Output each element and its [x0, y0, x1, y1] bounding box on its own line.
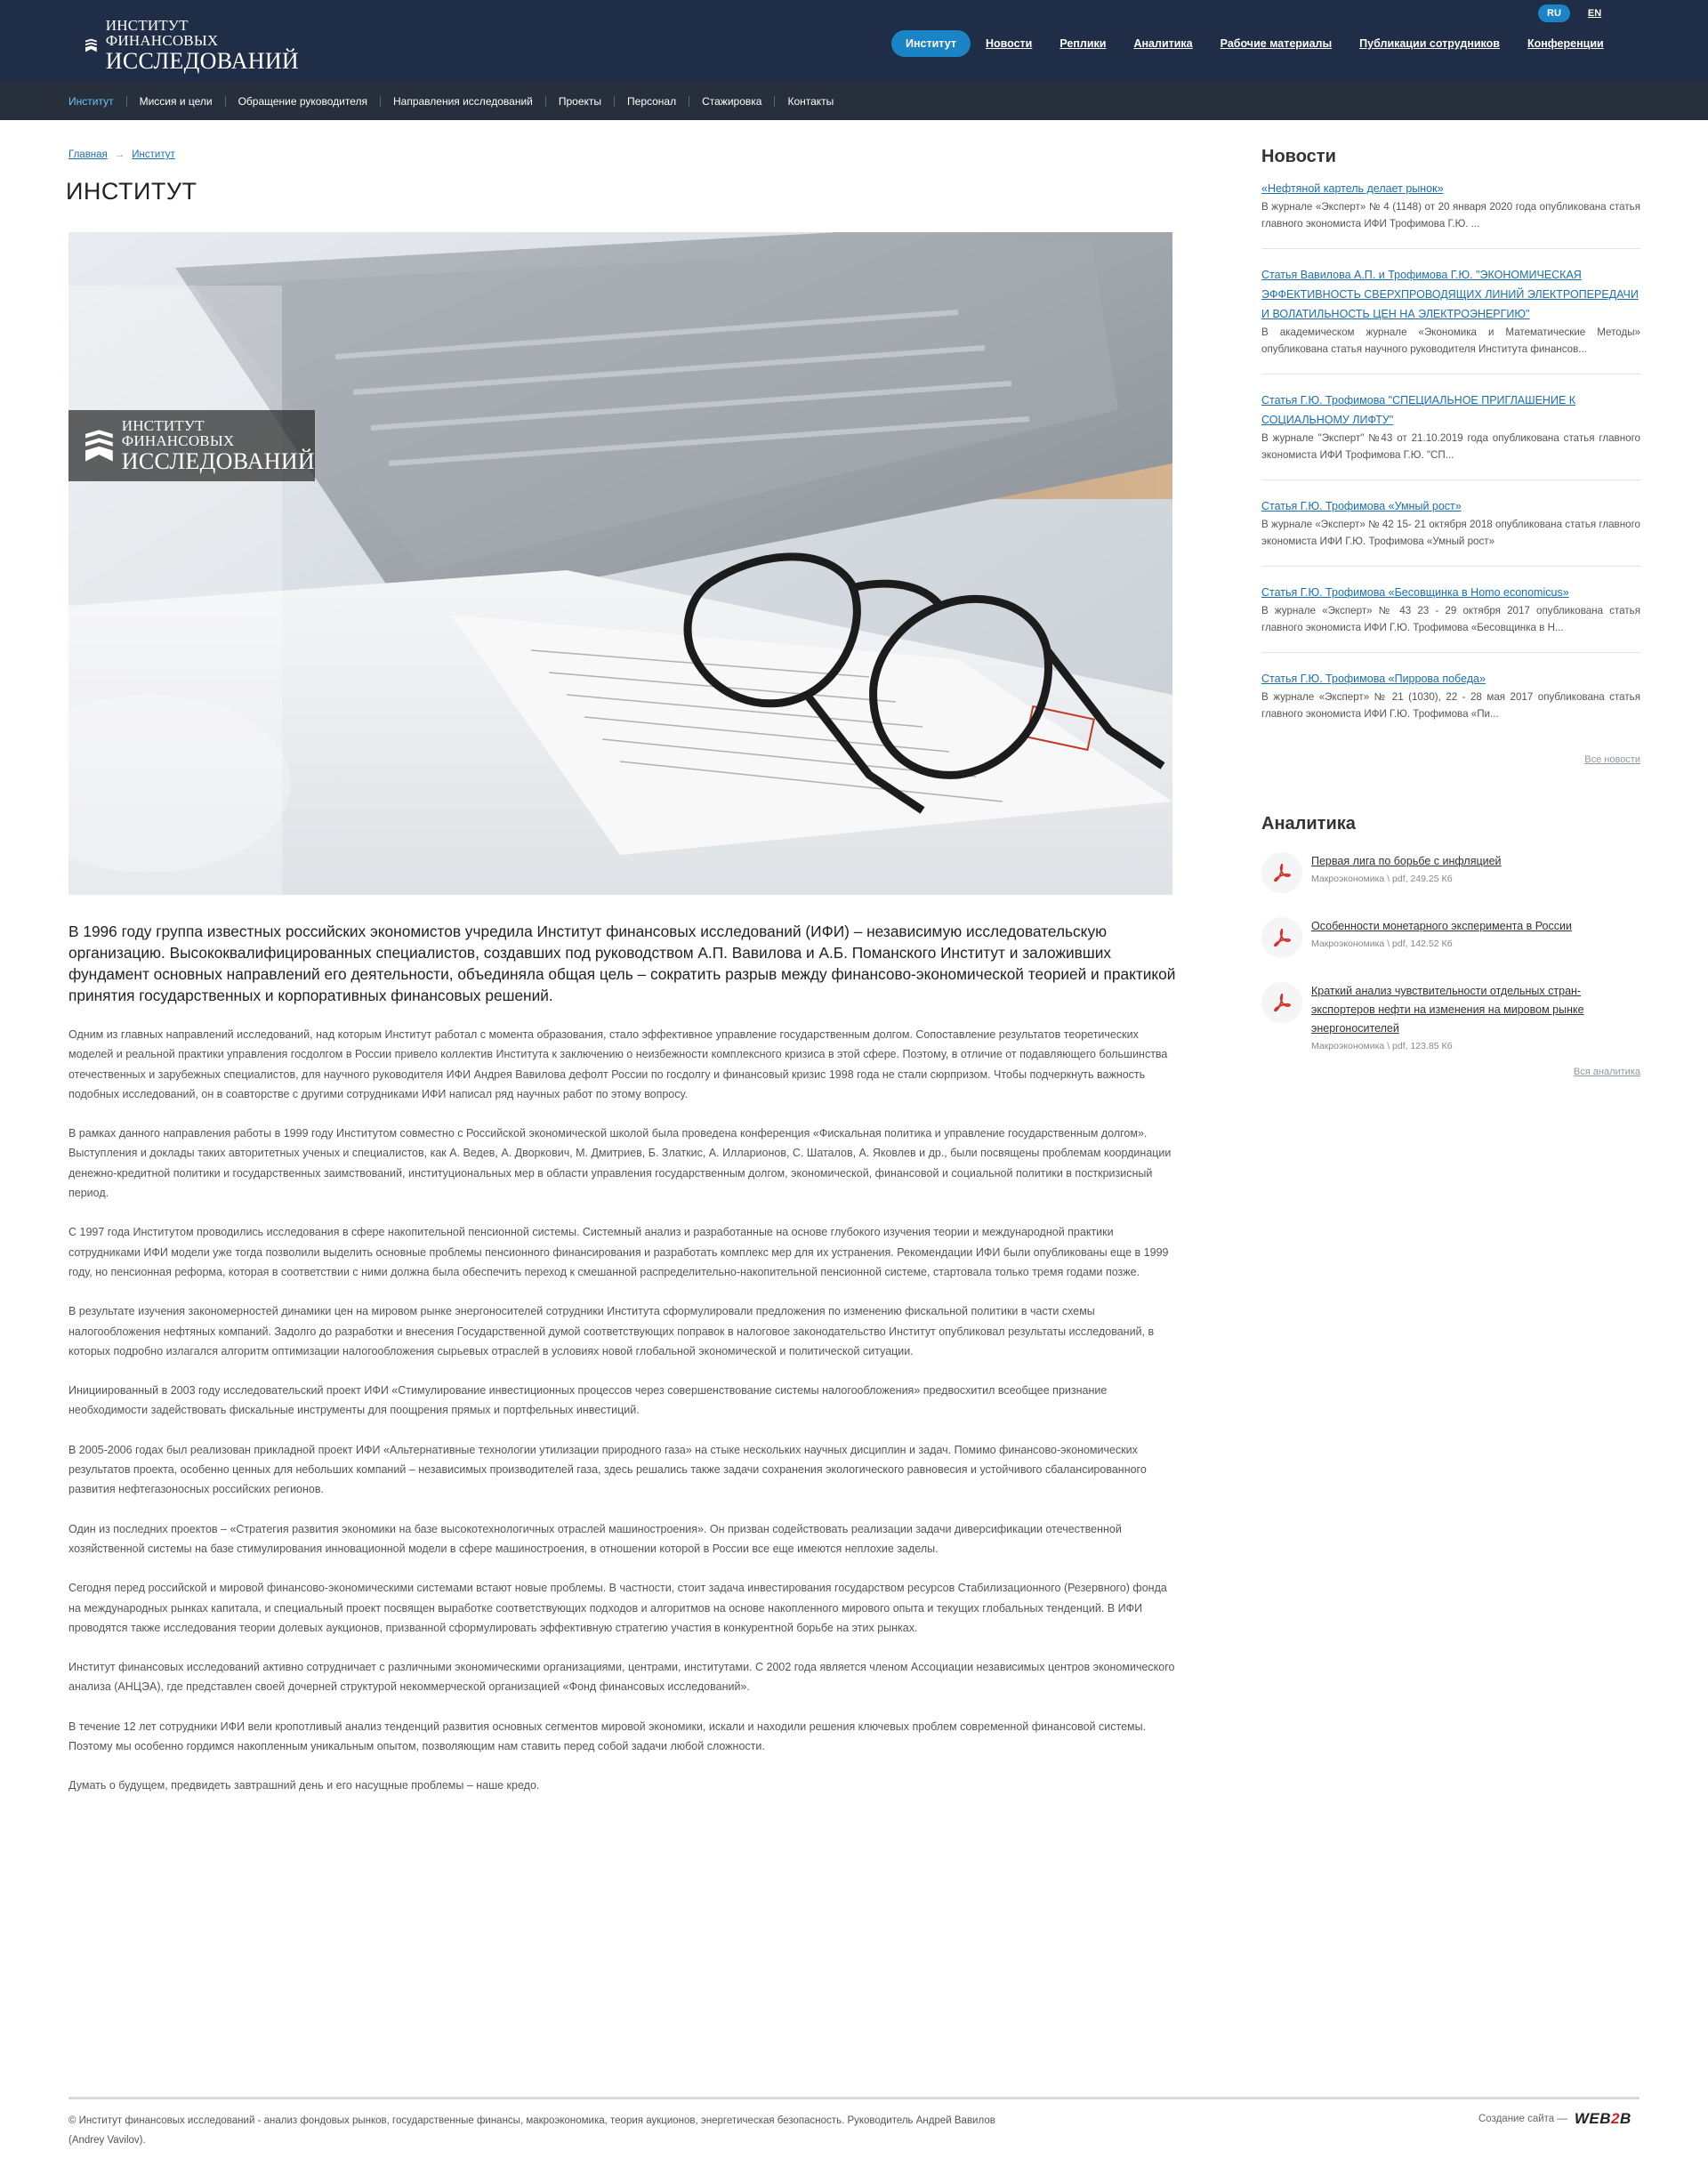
news-item [1261, 179, 1640, 249]
lang-ru-button[interactable]: RU [1538, 4, 1570, 22]
analytics-item-meta: Макроэкономика \ pdf, 142.52 Кб [1311, 938, 1453, 949]
footer-copyright: © Институт финансовых исследований - анализ фондовых рынков, государственные финансы, макроэкономика, теория аукционов, энергетическая безопасность. Руководитель Андрей Вавилов (Andrey Vavilov). [68, 2115, 995, 2146]
subnav-contacts[interactable]: Контакты [787, 94, 834, 108]
subnav-address[interactable]: Обращение руководителя [238, 94, 367, 108]
pdf-icon [1261, 982, 1302, 1023]
footer-made-by: Создание сайта — [1478, 2114, 1567, 2124]
logo-mark-icon [85, 425, 113, 466]
analytics-item-body [1311, 982, 1640, 1051]
news-item [1261, 496, 1640, 567]
page-title: ИНСТИТУТ [66, 178, 197, 205]
hero-logo-overlay [68, 410, 315, 481]
hero-image [68, 232, 1172, 895]
nav-analytics[interactable]: Аналитика [1133, 37, 1193, 50]
footer-divider [68, 2097, 1640, 2099]
nav-news[interactable]: Новости [985, 37, 1033, 50]
hero-photo-glasses-laptop [68, 232, 1172, 895]
article-paragraph: Одним из главных направлений исследований, над которым Институт работал с момента образования, стало эффективное управление государственным долгом. Сопоставление результатов теоретических моделей и реальной практики управления госдолгом в России привело коллектив Института к заключению о неизбежности комплексного кризиса в этой сфере. Поэтому, в отличие от подавляющего большинства отечественных и зарубежных специалистов, для научного руководителя ИФИ Андрея Вавилова дефолт России по госдолгу и финансовый кризис 1998 года не стали сюрпризом. Чтобы подчеркнуть важность подобных исследований, он в соавторстве с другими сотрудниками ИФИ написал ряд научных работ по этому вопросу. [68, 1028, 1168, 1100]
analytics-item-body [1311, 917, 1572, 958]
sub-nav [68, 82, 834, 120]
news-item [1261, 583, 1640, 653]
subnav-projects[interactable]: Проекты [558, 94, 602, 108]
nav-institute[interactable]: Институт [891, 30, 971, 57]
subnav-separator [774, 96, 775, 107]
article-paragraph: Сегодня перед российской и мировой финансово-экономическими системами встают новые проблемы. В частности, стоит задача инвестирования государством ресурсов Стабилизационного (Резервного) фонда на международных рынках капитала, и специальный проект посвящен выработке соответствующих подходов и алгоритмов на основе накопленного мирового опыта и текущих глобальных тенденций. В ИФИ проводятся также исследования теории долевых аукционов, призванной сформулировать эффективную стратегию участия в конкурентной борьбе на этих рынках. [68, 1582, 1167, 1634]
analytics-item-meta: Макроэкономика \ pdf, 123.85 Кб [1311, 1041, 1453, 1051]
language-switcher [1538, 4, 1610, 22]
web2b-part-c: B [1620, 2110, 1631, 2127]
article-paragraph: В 2005-2006 годах был реализован прикладной проект ИФИ «Альтернативные технологии утилизации природного газа» на стыке нескольких научных дисциплин и задач. Помимо финансово-экономических результатов проекта, особенно ценных для небольших компаний – независимых производителей газа, здесь решались также задачи сохранения экологического равновесия и устойчивого сбалансированного развития нефтегазоносных российских регионов. [68, 1443, 1147, 1496]
news-item-link[interactable]: Статья Вавилова А.П. и Трофимова Г.Ю. "ЭКОНОМИЧЕСКАЯ ЭФФЕКТИВНОСТЬ СВЕРХПРОВОДЯЩИХ ЛИНИЙ ЭЛЕКТРОПЕРЕДАЧИ И ВОЛАТИЛЬНОСТЬ ЦЕН НА ЭЛЕКТРОЭНЕРГИЮ" [1261, 269, 1639, 320]
logo-line2: ИССЛЕДОВАНИЙ [105, 48, 299, 74]
breadcrumb-home[interactable]: Главная [68, 149, 108, 160]
news-item-link[interactable]: Статья Г.Ю. Трофимова "СПЕЦИАЛЬНОЕ ПРИГЛАШЕНИЕ К СОЦИАЛЬНОМУ ЛИФТУ" [1261, 394, 1576, 426]
news-sidebar [1261, 147, 1640, 765]
news-item-link[interactable]: Статья Г.Ю. Трофимова «Бесовщинка в Homo economicus» [1261, 586, 1569, 599]
subnav-separator [126, 96, 127, 107]
analytics-item [1261, 852, 1640, 893]
article-paragraph: В течение 12 лет сотрудники ИФИ вели кропотливый анализ тенденций развития основных сегментов мировой экономики, искали и находили решения ключевых проблем современной финансовой системы. Поэтому мы особенно гордимся накопленным уникальным опытом, позволяющим нам ставить перед собой задачи любой сложности. [68, 1720, 1147, 1753]
analytics-heading: Аналитика [1261, 814, 1356, 834]
site-header [0, 0, 1708, 82]
news-item-text: В журнале «Эксперт» № 43 23 - 29 октября 2017 опубликована статья главного экономиста ИФИ Г.Ю. Трофимова «Бесовщинка в Н... [1261, 605, 1640, 633]
subnav-research-areas[interactable]: Направления исследований [392, 94, 533, 108]
nav-staff-publications[interactable]: Публикации сотрудников [1359, 37, 1500, 50]
news-item-text: В журнале «Эксперт» № 21 (1030), 22 - 28 мая 2017 опубликована статья главного экономиста ИФИ Г.Ю. Трофимова «Пи... [1261, 691, 1640, 720]
article-paragraph: Думать о будущем, предвидеть завтрашний день и его насущные проблемы – наше кредо. [68, 1779, 540, 1792]
news-item-text: В журнале «Эксперт» № 42 15- 21 октября 2018 опубликована статья главного экономиста ИФИ Г.Ю. Трофимова «Умный рост» [1261, 519, 1640, 547]
article-paragraph: Институт финансовых исследований активно сотрудничает с различными экономическими организациями, центрами, институтами. С 2002 года является членом Ассоциации независимых центров экономического анализа (АНЦЭА), где представлен своей дочерней структурой некоммерческой организацией «Фонд финансовых исследований». [68, 1661, 1175, 1694]
analytics-item-link[interactable]: Первая лига по борьбе с инфляцией [1311, 855, 1502, 867]
site-logo[interactable] [85, 17, 299, 74]
news-item [1261, 265, 1640, 375]
news-item [1261, 669, 1640, 738]
subnav-mission[interactable]: Миссия и цели [139, 94, 213, 108]
subnav-separator [225, 96, 226, 107]
news-item-link[interactable]: Статья Г.Ю. Трофимова «Пиррова победа» [1261, 673, 1486, 685]
nav-replies[interactable]: Реплики [1059, 37, 1107, 50]
analytics-item [1261, 982, 1640, 1051]
lead-paragraph: В 1996 году группа известных российских экономистов учредила Институт финансовых исследований (ИФИ) – независимую исследовательскую организацию. Высококвалифицированных специалистов, создавших под руководством А.П. Вавилова и А.Б. Поманского Институт и заложивших фундамент основных направлений его деятельности, объединяла общая цель – сократить разрыв между финансово-экономической теорией и практикой принятия государственных и корпоративных финансовых решений. [68, 922, 1176, 1004]
news-item [1261, 391, 1640, 480]
subnav-separator [614, 96, 615, 107]
pdf-icon [1261, 852, 1302, 893]
all-analytics-link[interactable]: Вся аналитика [1573, 1067, 1640, 1077]
news-heading: Новости [1261, 147, 1336, 166]
footer-credits [1478, 2110, 1631, 2128]
news-item-text: В академическом журнале «Экономика и Математические Методы» опубликована статья научного руководителя Института финансов... [1261, 326, 1640, 355]
breadcrumb [68, 149, 175, 160]
nav-conferences[interactable]: Конференции [1527, 37, 1604, 50]
news-item-link[interactable]: Статья Г.Ю. Трофимова «Умный рост» [1261, 500, 1462, 512]
analytics-sidebar [1261, 814, 1640, 1077]
subnav-internship[interactable]: Стажировка [702, 94, 762, 108]
logo-line1: ИНСТИТУТ ФИНАНСОВЫХ [105, 17, 219, 49]
analytics-item-link[interactable]: Особенности монетарного эксперимента в России [1311, 920, 1572, 932]
article-paragraph: С 1997 года Институтом проводились исследования в сфере накопительной пенсионной системы. Системный анализ и разработанные на основе глубокого изучения теории и международной практики сотрудниками ИФИ модели уже тогда позволили выделить основные проблемы пенсионного финансирования и разработать комплекс мер для их устранения. Рекомендации ИФИ были опубликованы еще в 1999 году, но пенсионная реформа, которая в соответствии с ними должна была обеспечить переход к смешанной распределительно-накопительной пенсионной системе, стартовала только тремя годами позже. [68, 1226, 1169, 1278]
subnav-separator [380, 96, 381, 107]
article-paragraph: В результате изучения закономерностей динамики цен на мировом рынке энергоносителей сотрудники Института сформулировали предложения по изменению фискальной политики в части схемы налогообложения нефтяных компаний. Задолго до разработки и внесения Государственной думой соответствующих поправок в налоговое законодательство Институт опубликовал результаты исследований, в которых подробно излагался алгоритм оптимизации налогообложения сырьевых отраслей в условиях новой глобальной экономической и политической ситуации. [68, 1305, 1155, 1357]
web2b-logo[interactable] [1575, 2110, 1631, 2128]
analytics-item-meta: Макроэкономика \ pdf, 249.25 Кб [1311, 874, 1453, 884]
hero-logo-line2: ИССЛЕДОВАНИЙ [121, 448, 315, 474]
nav-working-papers[interactable]: Рабочие материалы [1220, 37, 1333, 50]
analytics-item-link[interactable]: Краткий анализ чувствительности отдельных стран-экспортеров нефти на изменения на мировом рынке энергоносителей [1311, 985, 1584, 1035]
article-body [68, 1025, 1176, 1816]
hero-logo-text [122, 418, 315, 473]
subnav-institute[interactable]: Институт [68, 94, 114, 108]
lang-en-link[interactable]: EN [1587, 8, 1602, 19]
logo-mark-icon [85, 25, 97, 66]
article-paragraph: Инициированный в 2003 году исследовательский проект ИФИ «Стимулирование инвестиционных процессов через совершенствование системы налогообложения» предвосхитил всеобщее признание необходимости задействовать фискальные инструменты для поощрения прямых и портфельных инвестиций. [68, 1384, 1108, 1417]
all-news-link[interactable]: Все новости [1584, 754, 1640, 765]
breadcrumb-arrow-icon: → [114, 149, 125, 160]
news-item-text: В журнале «Эксперт» № 4 (1148) от 20 января 2020 года опубликована статья главного экономиста ИФИ Трофимова Г.Ю. ... [1261, 201, 1640, 230]
news-item-link[interactable]: «Нефтяной картель делает рынок» [1261, 182, 1444, 195]
web2b-part-b: 2 [1611, 2110, 1621, 2127]
hero-logo-line1: ИНСТИТУТ ФИНАНСОВЫХ [121, 417, 235, 449]
breadcrumb-current[interactable]: Институт [132, 149, 175, 160]
pdf-icon [1261, 917, 1302, 958]
news-item-text: В журнале "Эксперт" №43 от 21.10.2019 года опубликована статья главного экономиста ИФИ Трофимова Г.Ю. "СП... [1261, 432, 1640, 461]
main-nav [891, 30, 1631, 57]
sub-nav-bar [0, 82, 1708, 120]
subnav-separator [545, 96, 546, 107]
web2b-part-a: WEB [1574, 2110, 1612, 2127]
analytics-item-body [1311, 852, 1502, 893]
analytics-item [1261, 917, 1640, 958]
logo-text [106, 18, 299, 73]
article-paragraph: В рамках данного направления работы в 1999 году Институтом совместно с Российской экономической школой была проведена конференция «Фискальная политика и управление государственным долгом». Выступления и доклады таких авторитетных ученых и специалистов, как А. Ведев, А. Дворкович, М. Дмитриев, Б. Златкис, А. Илларионов, С. Шаталов, А. Яковлев и др., были посвящены проблемам координации денежно-кредитной политики и государственных заимствований, институциональных мер в области управления государственным долгом, экономической, финансовой и социальной политики в посткризисный период. [68, 1127, 1172, 1200]
subnav-personnel[interactable]: Персонал [627, 94, 677, 108]
article-paragraph: Один из последних проектов – «Стратегия развития экономики на базе высокотехнологичных отраслей машиностроения». Он призван содействовать реализации задачи диверсификации отечественной хозяйственной системы на базе стимулирования инновационной модели в сфере машиностроения, в отношении которой в России все еще имеются неплохие заделы. [68, 1522, 1122, 1555]
